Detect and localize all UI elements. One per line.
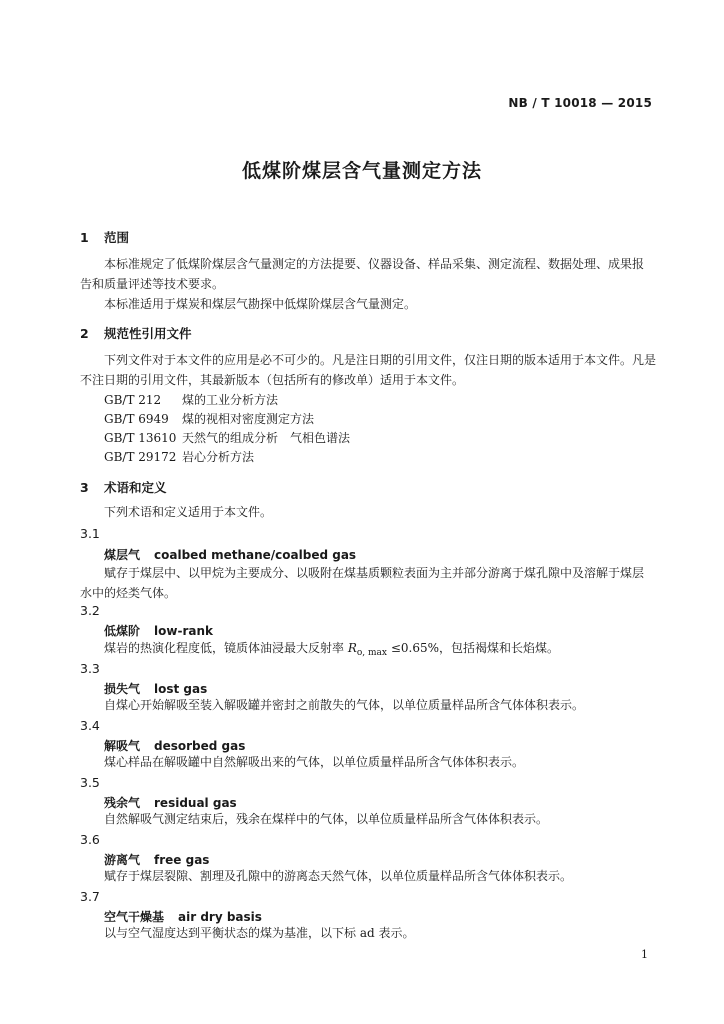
reflectance-symbol: R	[347, 641, 357, 655]
reference-item	[104, 430, 350, 446]
term-chinese: 煤层气	[104, 548, 141, 562]
section-1-title: 范围	[104, 230, 130, 245]
term-english: residual gas	[154, 796, 237, 810]
term-english: air dry basis	[178, 910, 262, 924]
term-chinese: 残余气	[104, 796, 141, 810]
term-chinese: 损失气	[104, 682, 141, 696]
term-chinese: 游离气	[104, 853, 141, 867]
reference-item	[104, 449, 254, 465]
reference-title: 岩心分析方法	[182, 450, 255, 464]
term-definition-text: ≤0.65%，包括褐煤和长焰煤。	[387, 641, 559, 655]
term-number: 3.4	[80, 718, 100, 733]
section-2-number: 2	[80, 326, 89, 341]
section-2-heading	[80, 324, 192, 342]
term-heading	[104, 908, 262, 925]
term-number: 3.5	[80, 775, 100, 790]
term-definition: 赋存于煤层裂隙、割理及孔隙中的游离态天然气体，以单位质量样品所含气体体积表示。	[104, 869, 573, 883]
section-1-para-1: 本标准规定了低煤阶煤层含气量测定的方法提要、仪器设备、样品采集、测定流程、数据处理、成果报告和质量评述等技术要求。	[80, 257, 645, 291]
term-number: 3.7	[80, 889, 100, 904]
term-heading	[104, 737, 245, 754]
term-english: coalbed methane/coalbed gas	[154, 548, 357, 562]
term-english: low-rank	[154, 624, 213, 638]
section-2-title: 规范性引用文件	[104, 326, 192, 341]
term-english: lost gas	[154, 682, 208, 696]
term-definition: 自煤心开始解吸至装入解吸罐并密封之前散失的气体，以单位质量样品所含气体体积表示。	[104, 698, 585, 712]
reference-title: 天然气的组成分析 气相色谱法	[182, 431, 351, 445]
reference-title: 煤的视相对密度测定方法	[182, 412, 315, 426]
standard-number: NB / T 10018 — 2015	[508, 96, 652, 110]
term-definition	[104, 640, 559, 661]
section-1-number: 1	[80, 230, 89, 245]
section-3-heading	[80, 478, 167, 496]
term-heading	[104, 851, 209, 868]
term-heading	[104, 546, 356, 563]
reference-item	[104, 411, 314, 427]
term-english: free gas	[154, 853, 210, 867]
reference-title: 煤的工业分析方法	[182, 393, 279, 407]
section-1-para-2: 本标准适用于煤炭和煤层气勘探中低煤阶煤层含气量测定。	[104, 297, 417, 311]
reference-code: GB/T 29172	[104, 450, 177, 464]
term-chinese: 解吸气	[104, 739, 141, 753]
term-definition: 赋存于煤层中、以甲烷为主要成分、以吸附在煤基质颗粒表面为主并部分游离于煤孔隙中及溶解于煤层水中的烃类气体。	[80, 566, 645, 600]
section-3-number: 3	[80, 480, 89, 495]
page-number: 1	[641, 948, 648, 961]
term-chinese: 空气干燥基	[104, 910, 165, 924]
term-definition: 自然解吸气测定结束后，残余在煤样中的气体，以单位质量样品所含气体体积表示。	[104, 812, 549, 826]
section-2-intro: 下列文件对于本文件的应用是必不可少的。凡是注日期的引用文件，仅注日期的版本适用于本文件。凡是不注日期的引用文件，其最新版本（包括所有的修改单）适用于本文件。	[80, 353, 657, 387]
term-number: 3.1	[80, 526, 100, 541]
term-definition: 以与空气湿度达到平衡状态的煤为基准，以下标 ad 表示。	[104, 926, 415, 940]
reference-code: GB/T 13610	[104, 431, 177, 445]
term-definition-text: 煤岩的热演化程度低，镜质体油浸最大反射率	[104, 641, 348, 655]
term-heading	[104, 794, 237, 811]
section-3-title: 术语和定义	[104, 480, 167, 495]
term-english: desorbed gas	[154, 739, 246, 753]
term-heading	[104, 622, 213, 639]
term-number: 3.6	[80, 832, 100, 847]
reference-code: GB/T 6949	[104, 412, 169, 426]
document-title: 低煤阶煤层含气量测定方法	[241, 160, 482, 182]
term-number: 3.2	[80, 603, 100, 618]
term-definition: 煤心样品在解吸罐中自然解吸出来的气体，以单位质量样品所含气体体积表示。	[104, 755, 525, 769]
section-3-intro: 下列术语和定义适用于本文件。	[104, 505, 273, 519]
term-number: 3.3	[80, 661, 100, 676]
reference-item	[104, 392, 278, 408]
section-1-heading	[80, 228, 129, 246]
reference-code: GB/T 212	[104, 393, 162, 407]
reflectance-subscript: o, max	[356, 648, 387, 658]
term-chinese: 低煤阶	[104, 624, 141, 638]
term-heading	[104, 680, 207, 697]
